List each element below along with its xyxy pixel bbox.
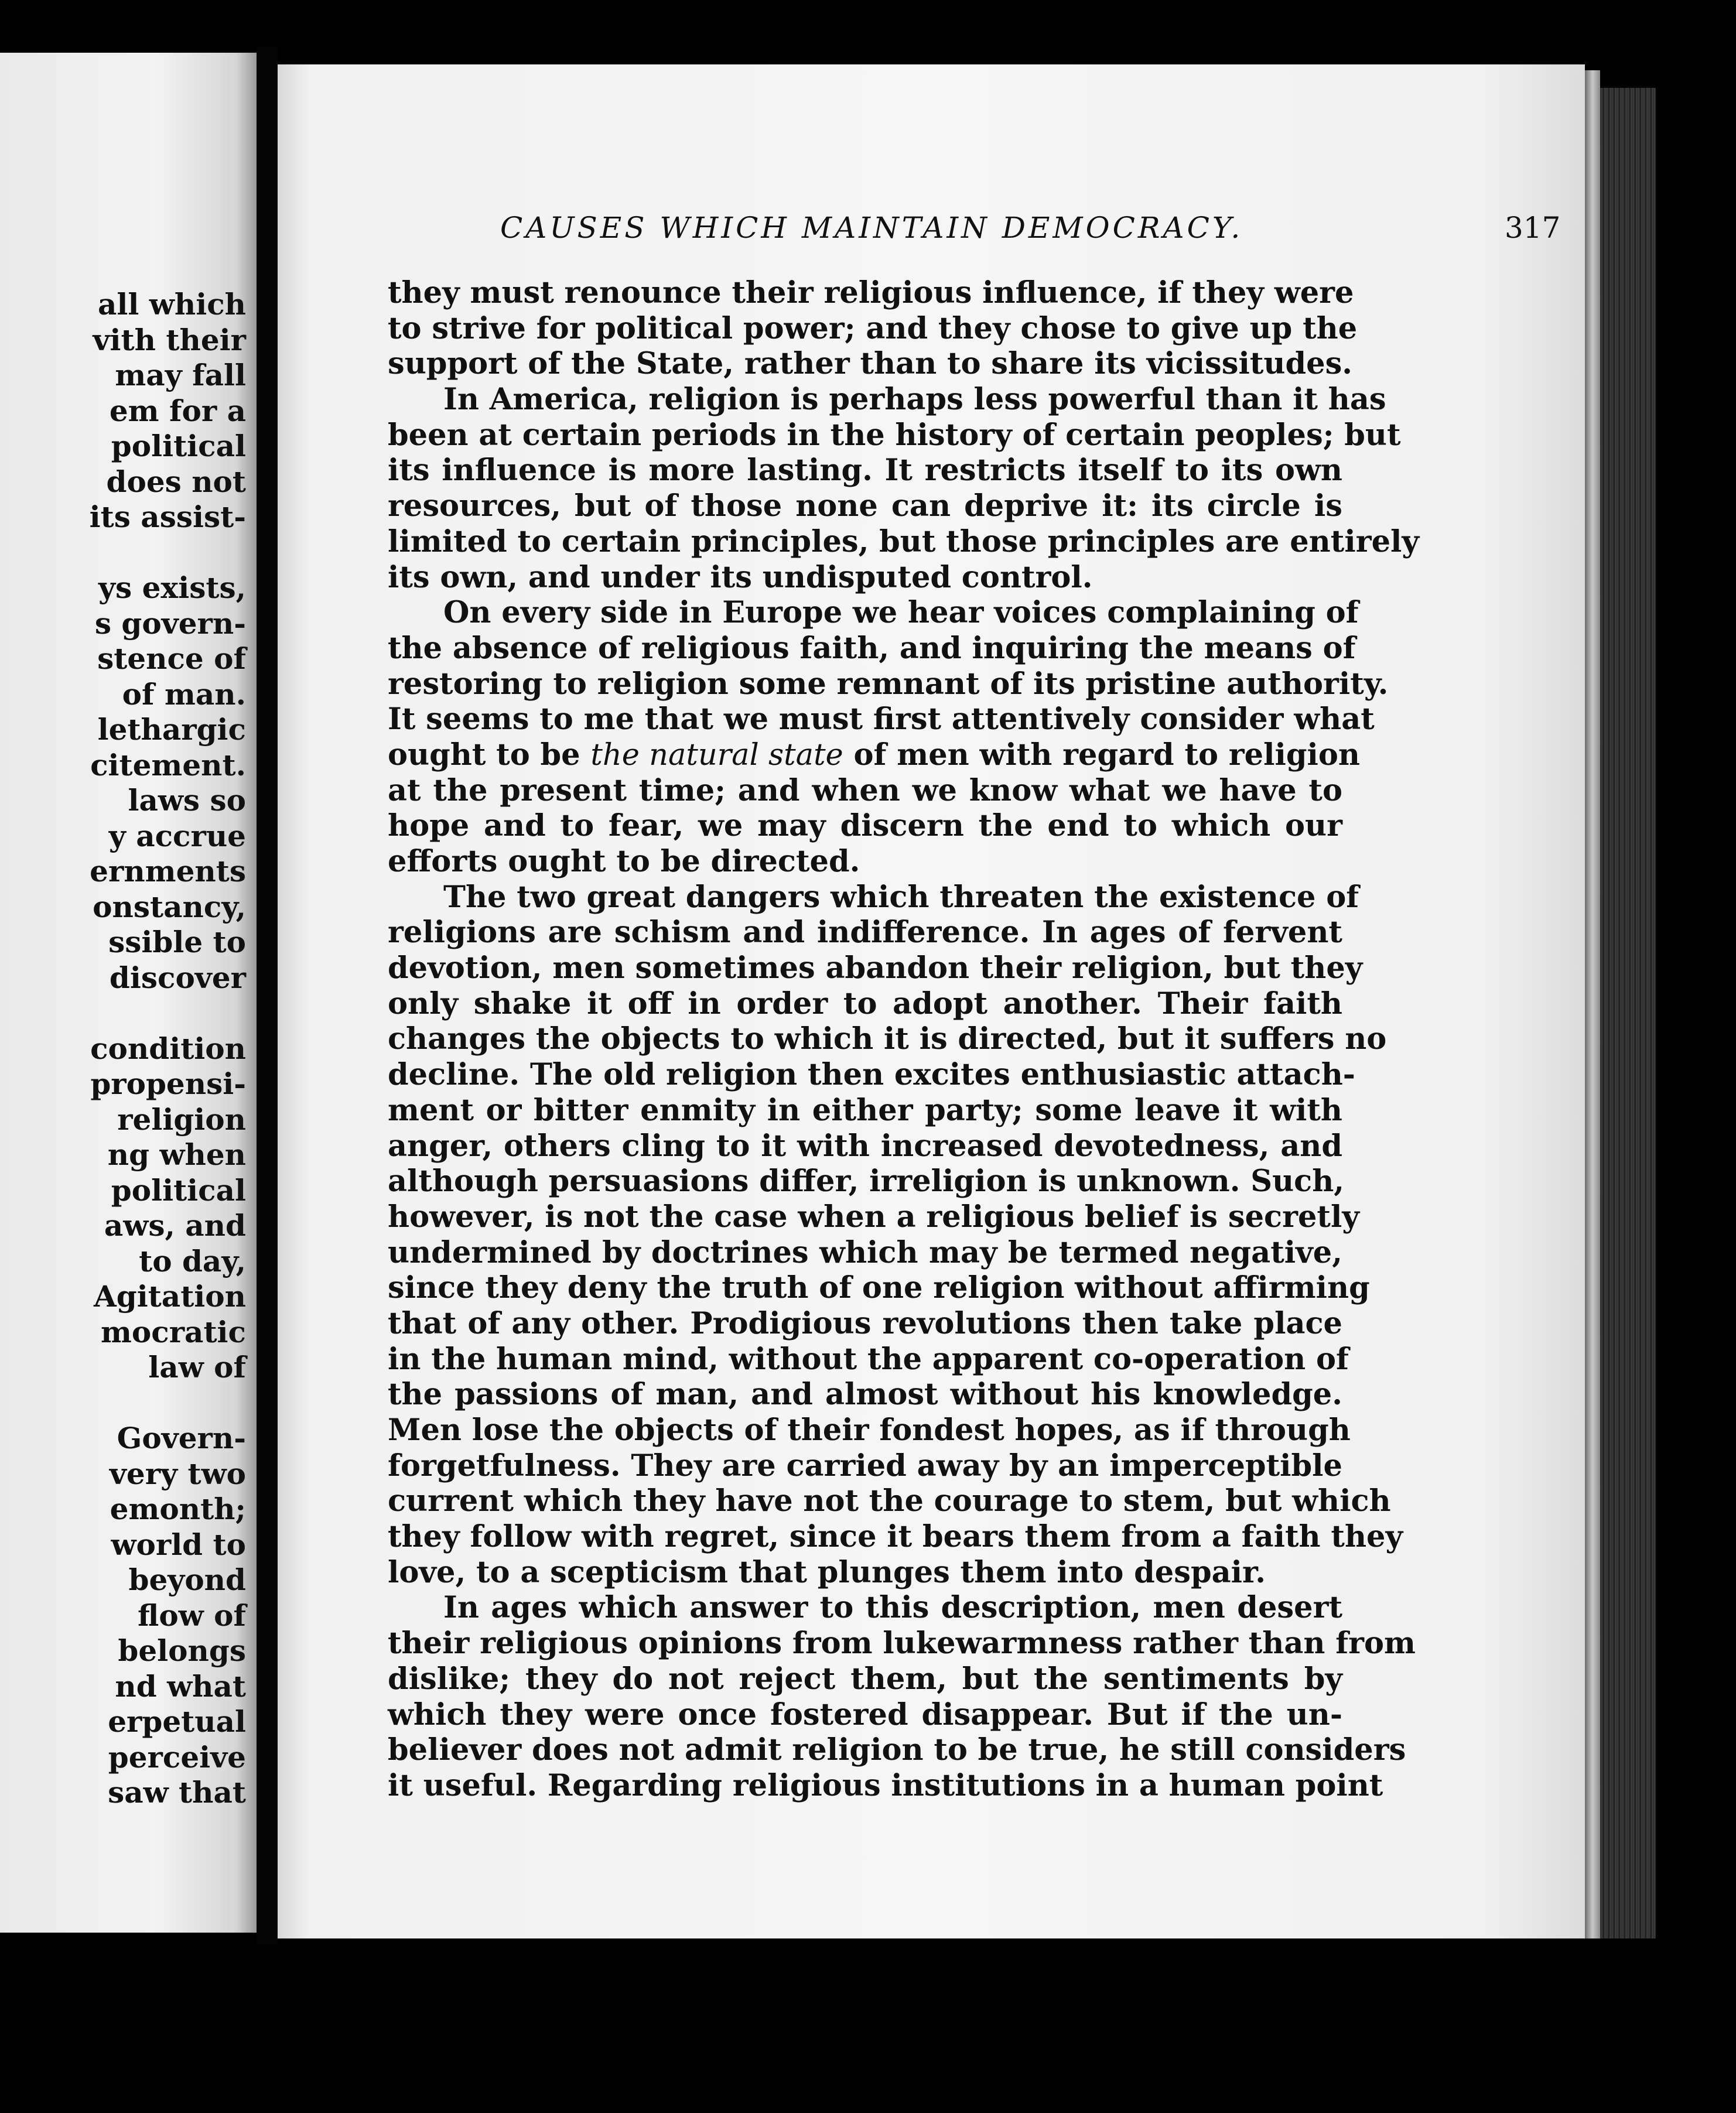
paragraph-start: In ages which answer to this description, men desert <box>443 1590 1342 1626</box>
left-line: perceive <box>108 1739 246 1774</box>
text-line: since they deny the truth of one religion without affirming <box>388 1270 1370 1306</box>
left-line: flow of <box>137 1598 246 1633</box>
left-line: nd what <box>115 1668 246 1704</box>
left-line: discover <box>109 960 246 995</box>
text-line: It seems to me that we must first attentively consider what <box>388 702 1375 737</box>
text-line: been at certain periods in the history of certain peoples; but <box>388 417 1401 453</box>
left-line: ernments <box>90 854 246 888</box>
text-line: love, to a scepticism that plunges them into despair. <box>388 1554 1266 1590</box>
text-line: only shake it off in order to adopt another. Their faith <box>388 986 1342 1021</box>
left-line: ng when <box>107 1137 246 1172</box>
text-line: Men lose the objects of their fondest hopes, as if through <box>388 1413 1351 1448</box>
left-line: political <box>111 429 246 463</box>
left-page <box>0 53 257 1933</box>
paragraph-start: On every side in Europe we hear voices complaining of <box>443 595 1359 631</box>
text-line: the absence of religious faith, and inquiring the means of <box>388 630 1356 666</box>
left-line: belongs <box>118 1633 246 1668</box>
left-line: condition <box>90 1031 246 1066</box>
text-line: at the present time; and when we know what we have to <box>388 772 1342 808</box>
text-line: resources, but of those none can deprive it: its circle is <box>388 488 1342 524</box>
page-number: 317 <box>1505 211 1561 245</box>
left-line: emonth; <box>110 1492 246 1526</box>
text-line: restoring to religion some remnant of its pristine authority. <box>388 666 1389 702</box>
text-line: that of any other. Prodigious revolutions then take place <box>388 1305 1342 1341</box>
text-line: devotion, men sometimes abandon their religion, but they <box>388 950 1363 986</box>
left-line: religion <box>117 1102 246 1137</box>
left-line: erpetual <box>108 1704 246 1739</box>
text-line: in the human mind, without the apparent co-operation of <box>388 1341 1349 1377</box>
left-line: vith their <box>93 322 246 357</box>
text-line: undermined by doctrines which may be termed negative, <box>388 1235 1342 1270</box>
left-line: saw that <box>108 1775 246 1810</box>
left-line: s govern- <box>94 606 246 641</box>
text-line: current which they have not the courage to stem, but which <box>388 1483 1391 1519</box>
text-line: limited to certain principles, but those principles are entirely <box>388 524 1420 559</box>
left-line: lethargic <box>97 712 246 747</box>
left-line: aws, and <box>104 1208 246 1243</box>
italic-phrase: the natural state <box>590 737 843 772</box>
left-line: may fall <box>115 358 246 392</box>
left-line-blank <box>0 996 246 1031</box>
running-head: CAUSES WHICH MAINTAIN DEMOCRACY. <box>500 211 1243 245</box>
left-line: does not <box>106 464 246 499</box>
right-page <box>278 64 1585 1938</box>
text-line: efforts ought to be directed. <box>388 844 860 879</box>
page-edge <box>1585 70 1600 1938</box>
text-line: changes the objects to which it is directed, but it suffers no <box>388 1021 1387 1057</box>
text-line: support of the State, rather than to share its vicissitudes. <box>388 346 1353 382</box>
left-page-text <box>0 287 246 1811</box>
paragraph-start: In America, religion is perhaps less powerful than it has <box>443 382 1386 418</box>
left-line: all which <box>98 287 246 322</box>
left-line: ssible to <box>108 925 246 959</box>
text-line: dislike; they do not reject them, but the sentiments by <box>388 1661 1342 1697</box>
left-line: Govern- <box>117 1421 246 1455</box>
text-line: to strive for political power; and they chose to give up the <box>388 310 1358 346</box>
left-line: stence of <box>97 641 246 676</box>
text-line: believer does not admit religion to be true, he still considers <box>388 1732 1406 1768</box>
left-line-blank <box>0 535 246 571</box>
left-line: of man. <box>122 676 246 712</box>
text-segment: ought to be <box>388 737 580 772</box>
left-line: beyond <box>128 1562 246 1597</box>
left-line: ys exists, <box>98 570 246 605</box>
text-line: religions are schism and indifference. In ages of fervent <box>388 915 1342 950</box>
text-line: however, is not the case when a religious belief is secretly <box>388 1199 1359 1235</box>
left-line: Agitation <box>93 1279 246 1314</box>
left-line-blank <box>0 1386 246 1421</box>
text-line: they must renounce their religious influence, if they were <box>388 275 1354 310</box>
left-line: onstancy, <box>93 889 246 924</box>
page-header <box>500 207 1585 248</box>
body-text <box>388 275 1420 1804</box>
text-segment: of men with regard to religion <box>853 737 1360 772</box>
left-line: propensi- <box>90 1066 246 1101</box>
book-gutter <box>257 47 278 1944</box>
left-line: to day, <box>139 1243 246 1278</box>
paragraph-start: The two great dangers which threaten the existence of <box>443 879 1359 915</box>
left-line: y accrue <box>108 818 246 853</box>
text-line: anger, others cling to it with increased devotedness, and <box>388 1128 1342 1164</box>
text-line: it useful. Regarding religious institutions in a human point <box>388 1767 1383 1803</box>
text-line: ment or bitter enmity in either party; some leave it with <box>388 1092 1342 1128</box>
left-line: laws so <box>128 783 246 818</box>
text-line-with-italic <box>388 737 1360 773</box>
text-line: forgetfulness. They are carried away by an imperceptible <box>388 1448 1342 1483</box>
text-line: they follow with regret, since it bears them from a faith they <box>388 1519 1403 1555</box>
text-line: decline. The old religion then excites enthusiastic attach- <box>388 1057 1355 1093</box>
left-line: its assist- <box>89 500 246 534</box>
left-line: mocratic <box>101 1314 246 1349</box>
left-line: em for a <box>109 393 246 428</box>
left-line: world to <box>111 1527 246 1562</box>
text-line: although persuasions differ, irreligion is unknown. Such, <box>388 1164 1345 1199</box>
left-line: law of <box>148 1350 246 1384</box>
text-line: its own, and under its undisputed control. <box>388 559 1093 595</box>
text-line: its influence is more lasting. It restricts itself to its own <box>388 453 1342 488</box>
left-line: very two <box>109 1456 246 1491</box>
text-line: their religious opinions from lukewarmness rather than from <box>388 1626 1416 1661</box>
text-line: the passions of man, and almost without his knowledge. <box>388 1377 1342 1413</box>
book-block-edge <box>1600 88 1656 1938</box>
left-line: political <box>111 1172 246 1208</box>
text-line: which they were once fostered disappear. But if the un- <box>388 1697 1342 1732</box>
text-line: hope and to fear, we may discern the end to which our <box>388 808 1342 844</box>
left-line: citement. <box>90 747 246 782</box>
